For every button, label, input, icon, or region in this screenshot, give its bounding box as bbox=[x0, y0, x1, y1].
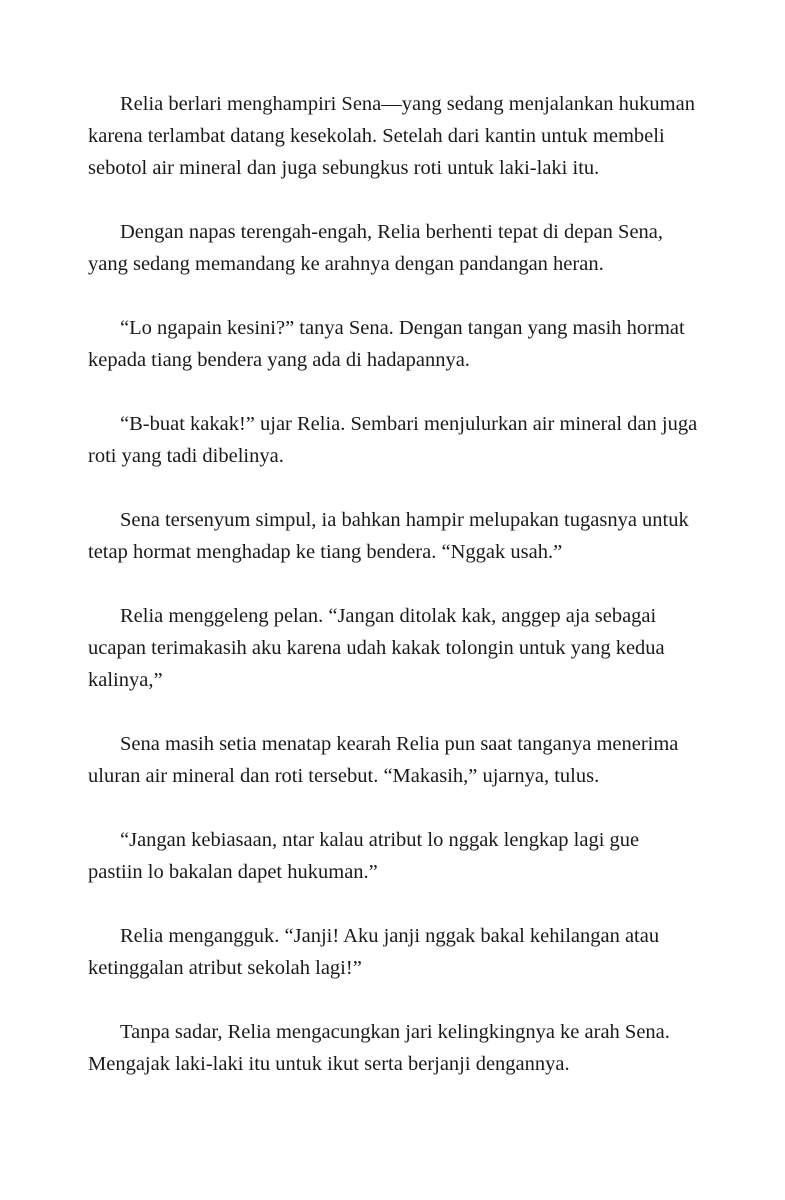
paragraph: Relia menggeleng pelan. “Jangan ditolak kak, anggep aja sebagai ucapan terimakasih aku karena udah kakak tolongin untuk yang kedua kalinya,” bbox=[88, 605, 665, 691]
paragraph: Relia mengangguk. “Janji! Aku janji nggak bakal kehilangan atau ketinggalan atribut sekolah lagi!” bbox=[88, 925, 660, 979]
paragraph: “B-buat kakak!” ujar Relia. Sembari menjulurkan air mineral dan juga roti yang tadi dibelinya. bbox=[88, 413, 698, 467]
paragraph: Dengan napas terengah-engah, Relia berhenti tepat di depan Sena, yang sedang memandang ke arahnya dengan pandangan heran. bbox=[88, 221, 664, 275]
paragraph: Tanpa sadar, Relia mengacungkan jari kelingkingnya ke arah Sena. Mengajak laki-laki itu untuk ikut serta berjanji dengannya. bbox=[88, 1021, 670, 1075]
paragraph: Sena tersenyum simpul, ia bahkan hampir melupakan tugasnya untuk tetap hormat menghadap ke tiang bendera. “Nggak usah.” bbox=[88, 509, 689, 563]
paragraph: Sena masih setia menatap kearah Relia pun saat tanganya menerima uluran air mineral dan roti tersebut. “Makasih,” ujarnya, tulus. bbox=[88, 733, 679, 787]
paragraph: Relia berlari menghampiri Sena—yang sedang menjalankan hukuman karena terlambat datang kesekolah. Setelah dari kantin untuk membeli sebotol air mineral dan juga sebungkus roti untuk laki-laki itu. bbox=[88, 93, 695, 179]
paragraph: “Lo ngapain kesini?” tanya Sena. Dengan tangan yang masih hormat kepada tiang bendera yang ada di hadapannya. bbox=[88, 317, 685, 371]
paragraph: “Jangan kebiasaan, ntar kalau atribut lo nggak lengkap lagi gue pastiin lo bakalan dapet hukuman.” bbox=[88, 829, 640, 883]
body-text bbox=[88, 88, 698, 1112]
